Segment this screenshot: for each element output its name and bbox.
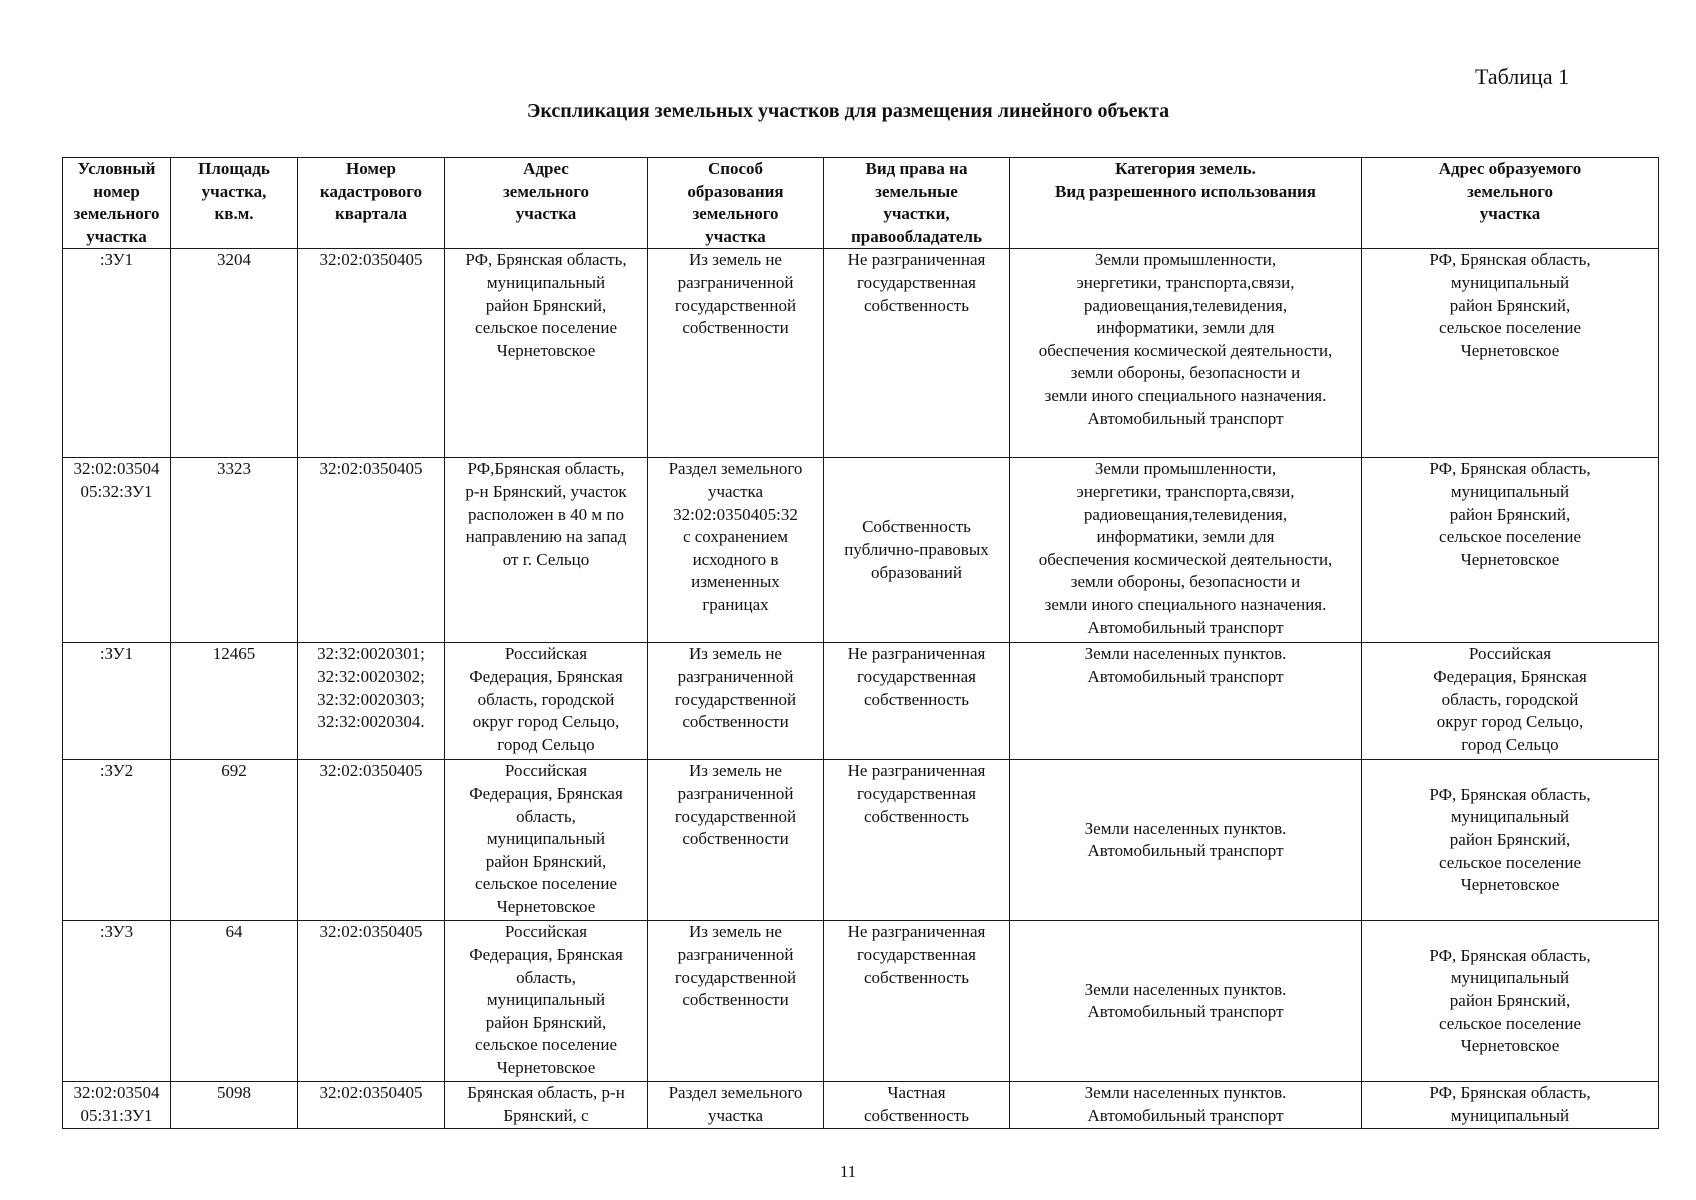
explication-table: [62, 157, 1659, 1129]
cell-number: :ЗУ1: [63, 643, 171, 760]
table-row: [63, 921, 1659, 1082]
cell-method: Из земель не разграниченной государственной собственности: [648, 643, 824, 760]
cell-method: Из земель не разграниченной государственной собственности: [648, 921, 824, 1082]
column-header-right: Вид права на земельные участки, правообладатель: [824, 158, 1010, 249]
cell-cadastral: 32:02:0350405: [298, 249, 445, 458]
cell-method: Из земель не разграниченной государственной собственности: [648, 760, 824, 921]
page-number: 11: [839, 1162, 857, 1181]
table-header-row: [63, 158, 1659, 249]
cell-right: Собственность публично-правовых образований: [824, 458, 1010, 643]
cell-right: Частная собственность: [824, 1082, 1010, 1128]
cell-right: Не разграниченная государственная собственность: [824, 760, 1010, 921]
cell-cadastral: 32:02:0350405: [298, 760, 445, 921]
column-header-area: Площадь участка, кв.м.: [171, 158, 298, 249]
cell-right: Не разграниченная государственная собственность: [824, 249, 1010, 458]
cell-cadastral: 32:02:0350405: [298, 1082, 445, 1128]
cell-new-address: РФ, Брянская область, муниципальный район Брянский, сельское поселение Чернетовское: [1362, 458, 1659, 643]
table-row: [63, 760, 1659, 921]
cell-new-address: РФ, Брянская область, муниципальный район Брянский, сельское поселение Чернетовское: [1362, 760, 1659, 921]
cell-new-address: Российская Федерация, Брянская область, городской округ город Сельцо, город Сельцо: [1362, 643, 1659, 760]
table-label: Таблица 1: [1475, 64, 1570, 89]
cell-number: :ЗУ2: [63, 760, 171, 921]
cell-number: :ЗУ1: [63, 249, 171, 458]
cell-address: РФ,Брянская область, р-н Брянский, участок расположен в 40 м по направлению на запад от г. Сельцо: [445, 458, 648, 643]
cell-category: Земли промышленности, энергетики, транспорта,связи, радиовещания,телевидения, информатики, земли для обеспечения космической деятельности, земли обороны, безопасности и земли иного специального назначения. Автомобильный транспорт: [1010, 458, 1362, 643]
column-header-cadastral: Номер кадастрового квартала: [298, 158, 445, 249]
column-header-method: Способ образования земельного участка: [648, 158, 824, 249]
document-title: Экспликация земельных участков для размещения линейного объекта: [526, 100, 1170, 122]
table-row: [63, 458, 1659, 643]
cell-address: Брянская область, р-н Брянский, с: [445, 1082, 648, 1128]
cell-area: 64: [171, 921, 298, 1082]
cell-area: 692: [171, 760, 298, 921]
cell-new-address: РФ, Брянская область, муниципальный район Брянский, сельское поселение Чернетовское: [1362, 921, 1659, 1082]
cell-number: 32:02:03504 05:32:ЗУ1: [63, 458, 171, 643]
cell-method: Из земель не разграниченной государственной собственности: [648, 249, 824, 458]
cell-address: Российская Федерация, Брянская область, городской округ город Сельцо, город Сельцо: [445, 643, 648, 760]
cell-number: 32:02:03504 05:31:ЗУ1: [63, 1082, 171, 1128]
table-row: [63, 643, 1659, 760]
table-row: [63, 249, 1659, 458]
table-row: [63, 1082, 1659, 1128]
cell-address: Российская Федерация, Брянская область, муниципальный район Брянский, сельское поселение Чернетовское: [445, 760, 648, 921]
column-header-number: Условный номер земельного участка: [63, 158, 171, 249]
cell-new-address: РФ, Брянская область, муниципальный: [1362, 1082, 1659, 1128]
cell-address: Российская Федерация, Брянская область, муниципальный район Брянский, сельское поселение Чернетовское: [445, 921, 648, 1082]
cell-right: Не разграниченная государственная собственность: [824, 921, 1010, 1082]
cell-category: Земли промышленности, энергетики, транспорта,связи, радиовещания,телевидения, информатики, земли для обеспечения космической деятельности, земли обороны, безопасности и земли иного специального назначения. Автомобильный транспорт: [1010, 249, 1362, 458]
cell-category: Земли населенных пунктов. Автомобильный транспорт: [1010, 760, 1362, 921]
cell-cadastral: 32:32:0020301; 32:32:0020302; 32:32:0020303; 32:32:0020304.: [298, 643, 445, 760]
column-header-category: Категория земель. Вид разрешенного использования: [1010, 158, 1362, 249]
cell-area: 5098: [171, 1082, 298, 1128]
cell-method: Раздел земельного участка: [648, 1082, 824, 1128]
cell-area: 12465: [171, 643, 298, 760]
column-header-address: Адрес земельного участка: [445, 158, 648, 249]
cell-new-address: РФ, Брянская область, муниципальный район Брянский, сельское поселение Чернетовское: [1362, 249, 1659, 458]
cell-area: 3204: [171, 249, 298, 458]
cell-cadastral: 32:02:0350405: [298, 458, 445, 643]
cell-cadastral: 32:02:0350405: [298, 921, 445, 1082]
cell-address: РФ, Брянская область, муниципальный район Брянский, сельское поселение Чернетовское: [445, 249, 648, 458]
cell-number: :ЗУ3: [63, 921, 171, 1082]
cell-category: Земли населенных пунктов. Автомобильный транспорт: [1010, 921, 1362, 1082]
cell-right: Не разграниченная государственная собственность: [824, 643, 1010, 760]
cell-category: Земли населенных пунктов. Автомобильный транспорт: [1010, 643, 1362, 760]
cell-area: 3323: [171, 458, 298, 643]
cell-category: Земли населенных пунктов. Автомобильный транспорт: [1010, 1082, 1362, 1128]
column-header-new-address: Адрес образуемого земельного участка: [1362, 158, 1659, 249]
cell-method: Раздел земельного участка 32:02:0350405:32 с сохранением исходного в измененных границах: [648, 458, 824, 643]
